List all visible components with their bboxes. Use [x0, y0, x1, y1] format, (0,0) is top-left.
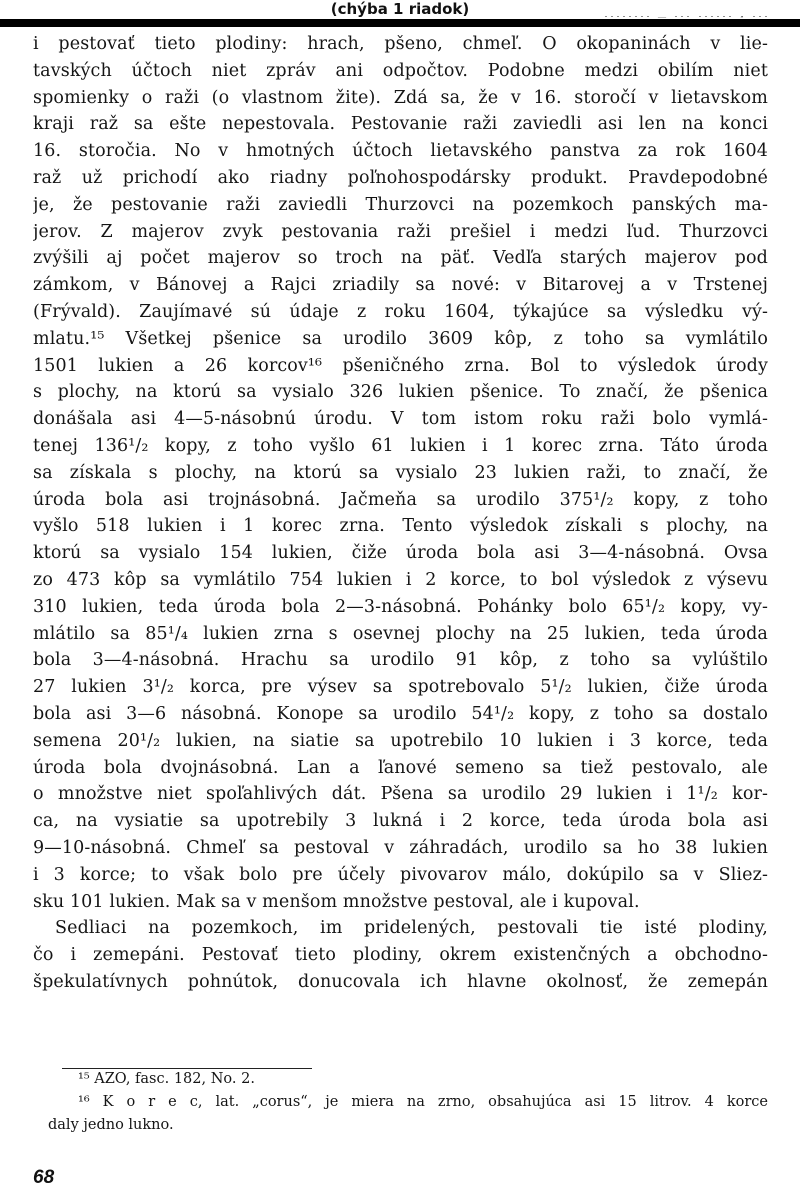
text-line: jerov. Z majerov zvyk pestovania raži prešiel i medzi ľud. Thurzovci [33, 221, 768, 242]
text-line: semena 20¹/₂ lukien, na siatie sa upotrebilo 10 lukien i 3 korce, teda [33, 730, 768, 751]
cutoff-text-fragment: ........ _ ... ...... , ... [604, 11, 770, 19]
text-line: spomienky o raži (o vlastnom žite). Zdá sa, že v 16. storočí v lietavskom [33, 87, 768, 108]
text-line: ktorú sa vysialo 154 lukien, čiže úroda bola asi 3—4-násobná. Ovsa [33, 543, 768, 564]
text-line: tenej 136¹/₂ kopy, z toho vyšlo 61 lukien i 1 korec zrna. Táto úroda [33, 435, 768, 456]
text-line: i 3 korce; to však bolo pre účely pivovarov málo, dokúpilo sa v Sliez- [33, 864, 768, 885]
text-line: i pestovať tieto plodiny: hrach, pšeno, chmeľ. O okopaninách v lie- [33, 34, 768, 54]
text-line: bola asi 3—6 násobná. Konope sa urodilo 54¹/₂ kopy, z toho sa dostalo [33, 703, 768, 724]
text-line: sku 101 lukien. Mak sa v menšom množstve pestoval, ale i kupoval. [33, 891, 640, 912]
text-line: špekulatívnych pohnútok, donucovala ich hlavne okolnosť, že zemepán [33, 971, 768, 992]
text-line: (Frývald). Zaujímavé sú údaje z roku 1604, týkajúce sa výsledku vý- [33, 301, 768, 322]
text-line: sa získala s plochy, na ktorú sa vysialo 23 lukien raži, to značí, že [33, 462, 768, 483]
text-line: 9—10-násobná. Chmeľ sa pestoval v záhradách, urodilo sa ho 38 lukien [33, 837, 768, 858]
text-line: s plochy, na ktorú sa vysialo 326 lukien pšenice. To značí, že pšenica [33, 382, 768, 403]
text-line: čo i zemepáni. Pestovať tieto plodiny, okrem existenčných a obchodno- [33, 945, 768, 966]
text-line: zo 473 kôp sa vymlátilo 754 lukien i 2 korce, to bol výsledok z výsevu [33, 569, 768, 590]
text-line: úroda bola dvojnásobná. Lan a ľanové semeno sa tiež pestovalo, ale [33, 757, 768, 778]
top-black-bar [0, 19, 800, 27]
text-line: kraji raž sa ešte nepestovala. Pestovanie raži zaviedli asi len na konci [33, 114, 768, 135]
text-line: zvýšili aj počet majerov so troch na päť. Vedľa starých majerov pod [33, 248, 768, 269]
text-line: 27 lukien 3¹/₂ korca, pre výsev sa spotrebovalo 5¹/₂ lukien, čiže úroda [33, 677, 768, 698]
text-line: mlátilo sa 85¹/₄ lukien zrna s osevnej plochy na 25 lukien, teda úroda [33, 623, 768, 644]
text-line: zámkom, v Bánovej a Rajci zriadily sa nové: v Bitarovej a v Trstenej [33, 275, 768, 296]
text-line: bola 3—4-násobná. Hrachu sa urodilo 91 kôp, z toho sa vylúštilo [33, 650, 768, 671]
missing-line-notice: (chýba 1 riadok) [330, 0, 470, 18]
text-line: 16. storočia. No v hmotných účtoch lietavského panstva za rok 1604 [33, 141, 768, 162]
text-line: ca, na vysiatie sa upotrebily 3 lukná i 2 korce, teda úroda bola asi [33, 811, 768, 832]
text-line: 310 lukien, teda úroda bola 2—3-násobná. Pohánky bolo 65¹/₂ kopy, vy- [33, 596, 768, 617]
text-line: donášala asi 4—5-násobnú úrodu. V tom istom roku raži bolo vymlá- [33, 409, 768, 430]
text-line: úroda bola asi trojnásobná. Jačmeňa sa urodilo 375¹/₂ kopy, z toho [33, 489, 768, 510]
footnote-16: ¹⁶ K o r e c, lat. „corus“, je miera na zrno, obsahujúca asi 15 litrov. 4 korce [78, 1094, 768, 1110]
footnotes [48, 1068, 768, 1137]
text-line: tavských účtoch niet zpráv ani odpočtov. Podobne medzi obilím niet [33, 60, 768, 81]
text-line: vyšlo 518 lukien i 1 korec zrna. Tento výsledok získali s plochy, na [33, 516, 768, 537]
footnote-15: ¹⁵ AZO, fasc. 182, No. 2. [78, 1071, 255, 1087]
page-number: 68 [33, 1167, 55, 1188]
text-line: raž už prichodí ako riadny poľnohospodársky produkt. Pravdepodobné [33, 167, 768, 188]
text-line: o množstve niet spoľahlivých dát. Pšena sa urodilo 29 lukien i 1¹/₂ kor- [33, 784, 768, 805]
text-line: mlatu.¹⁵ Všetkej pšenice sa urodilo 3609 kôp, z toho sa vymlátilo [33, 328, 768, 349]
body-text [33, 31, 768, 996]
paragraph-first-line: Sedliaci na pozemkoch, im pridelených, pestovali tie isté plodiny, [55, 918, 768, 939]
text-line: 1501 lukien a 26 korcov¹⁶ pšeničného zrna. Bol to výsledok úrody [33, 355, 768, 376]
footnote-16-continuation: daly jedno lukno. [48, 1117, 174, 1133]
text-line: je, že pestovanie raži zaviedli Thurzovci na pozemkoch panských ma- [33, 194, 768, 215]
